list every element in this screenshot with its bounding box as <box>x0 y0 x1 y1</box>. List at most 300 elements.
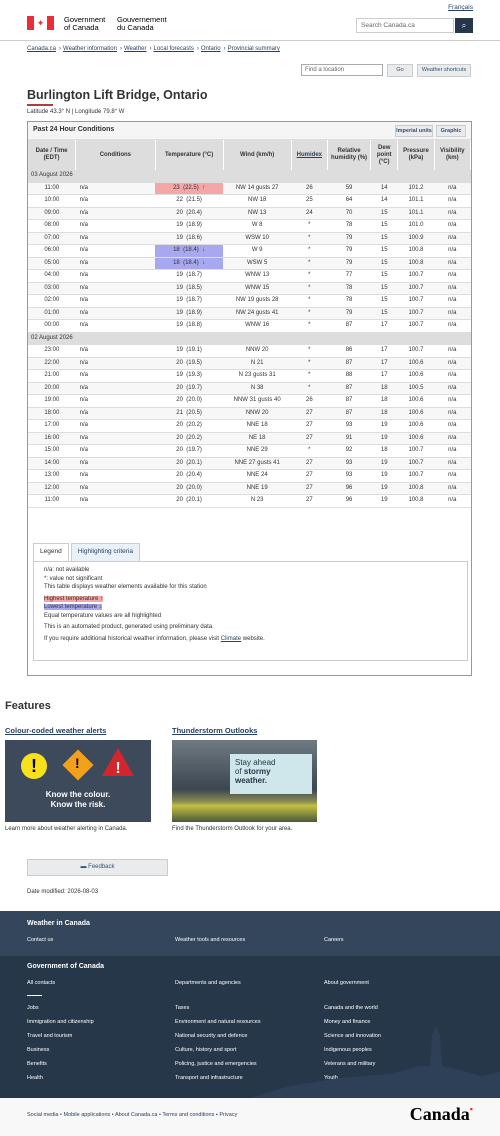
table-cell: n/a <box>76 282 155 295</box>
table-cell: n/a <box>76 195 155 208</box>
table-cell: n/a <box>76 395 155 408</box>
table-cell: 15 <box>371 257 398 270</box>
table-cell: 15 <box>371 245 398 258</box>
features-heading: Features <box>5 700 51 712</box>
gov-signature-fr[interactable]: Gouvernement du Canada <box>117 15 167 32</box>
panel-title <box>28 122 471 140</box>
table-cell: * <box>291 295 327 308</box>
arrow-down-icon: ↓ <box>198 259 206 266</box>
table-cell: 19 (19.3) <box>155 370 223 383</box>
table-cell: 00:00 <box>28 320 76 333</box>
table-cell: 14:00 <box>28 457 76 470</box>
table-cell: n/a <box>434 307 470 320</box>
table-cell: NW 18 <box>223 195 291 208</box>
legend-na: n/a: not available <box>44 567 90 573</box>
table-cell: NNE 27 gusts 41 <box>223 457 291 470</box>
table-cell: 27 <box>291 407 327 420</box>
breadcrumb-link[interactable]: Provincial summary <box>227 46 280 52</box>
table-cell: 01:00 <box>28 307 76 320</box>
table-cell: N 21 <box>223 357 291 370</box>
column-header: Wind (km/h) <box>223 140 291 170</box>
table-cell: 14 <box>371 182 398 195</box>
alert-image-text: Know the colour. Know the risk. <box>45 790 111 809</box>
table-cell: N 23 <box>223 495 291 508</box>
page-title: Burlington Lift Bridge, Ontario <box>27 88 208 102</box>
table-cell: n/a <box>76 457 155 470</box>
table-cell: 101.1 <box>398 195 434 208</box>
table-cell: * <box>291 270 327 283</box>
imperial-units-button[interactable]: Imperial units <box>395 125 433 137</box>
table-row <box>28 495 471 508</box>
date-row: 02 August 2026 <box>28 332 471 345</box>
conditions-table <box>28 140 471 508</box>
table-cell: 26 <box>291 395 327 408</box>
table-cell: * <box>291 370 327 383</box>
table-cell: 20:00 <box>28 382 76 395</box>
legend-automated: This is an automated product, generated using preliminary data. <box>44 624 214 630</box>
table-cell: WSW 10 <box>223 232 291 245</box>
table-cell: n/a <box>434 470 470 483</box>
table-cell: n/a <box>434 420 470 433</box>
feedback-button[interactable]: ▬ Feedback <box>27 859 168 876</box>
table-cell: 19 (19.1) <box>155 345 223 358</box>
table-cell: 100.7 <box>398 457 434 470</box>
weather-shortcuts-button[interactable]: Weather shortcuts <box>417 64 471 77</box>
footer-bottom-link[interactable]: Privacy <box>219 1112 238 1118</box>
table-row <box>28 220 471 233</box>
feature-alerts-image[interactable]: ! ! ! Know the colour. Know the risk. <box>5 740 151 822</box>
table-cell: 100.7 <box>398 307 434 320</box>
table-cell: 20 (20.0) <box>155 482 223 495</box>
column-header: Relative humidity (%) <box>327 140 370 170</box>
table-row <box>28 245 471 258</box>
feature-thunderstorm-link[interactable]: Thunderstorm Outlooks <box>172 726 258 735</box>
footer-bottom-link[interactable]: Mobile applications <box>63 1112 111 1118</box>
footer-link[interactable]: Travel and tourism <box>27 1033 73 1039</box>
footer-weather <box>0 911 500 956</box>
table-cell: 13:00 <box>28 470 76 483</box>
footer-careers-link[interactable]: Careers <box>324 937 344 943</box>
table-cell: 18 <box>371 445 398 458</box>
table-cell: * <box>291 257 327 270</box>
table-row <box>28 457 471 470</box>
column-header: Pressure (kPa) <box>398 140 434 170</box>
table-cell: n/a <box>76 270 155 283</box>
table-cell: 23 (22.5) ↑ <box>155 182 223 195</box>
table-cell: 19 (18.8) <box>155 320 223 333</box>
table-cell: 20 (20.2) <box>155 420 223 433</box>
table-cell: 91 <box>327 432 370 445</box>
table-cell: n/a <box>434 195 470 208</box>
table-row <box>28 432 471 445</box>
climate-link[interactable]: Climate <box>220 635 242 642</box>
table-row <box>28 357 471 370</box>
graphic-button[interactable]: Graphic <box>436 125 466 137</box>
footer-bottom-link[interactable]: About Canada.ca <box>114 1112 158 1118</box>
table-cell: 88 <box>327 370 370 383</box>
table-cell: n/a <box>434 382 470 395</box>
table-cell: 18 (18.4) ↓ <box>155 257 223 270</box>
table-cell: 100.6 <box>398 357 434 370</box>
table-cell: 27 <box>291 482 327 495</box>
legend-star: *: value not significant <box>44 575 103 582</box>
table-cell: 27 <box>291 470 327 483</box>
table-cell: 15 <box>371 220 398 233</box>
breadcrumb-link[interactable]: Weather <box>123 46 147 52</box>
table-cell: W 8 <box>223 220 291 233</box>
footer-about-link[interactable]: About government <box>324 980 369 986</box>
column-header: Visibility (km) <box>434 140 470 170</box>
footer-link[interactable]: Culture, history and sport <box>175 1047 237 1053</box>
table-cell: 26 <box>291 182 327 195</box>
table-cell: 11:00 <box>28 495 76 508</box>
chat-icon: ▬ <box>80 864 87 870</box>
table-cell: 78 <box>327 295 370 308</box>
table-cell: 100.6 <box>398 420 434 433</box>
table-cell: WNW 13 <box>223 270 291 283</box>
table-cell: 100.9 <box>398 232 434 245</box>
table-cell: 20 (19.5) <box>155 357 223 370</box>
find-location-input[interactable]: Find a location <box>301 64 383 76</box>
table-cell: 20 (20.2) <box>155 432 223 445</box>
date-modified: Date modified: 2026-08-03 <box>27 889 99 895</box>
tab-legend[interactable]: Legend <box>33 543 69 561</box>
table-cell: 24 <box>291 207 327 220</box>
table-cell: n/a <box>434 282 470 295</box>
table-row <box>28 282 471 295</box>
table-cell: n/a <box>434 370 470 383</box>
table-cell: 100.7 <box>398 470 434 483</box>
table-cell: 100.7 <box>398 345 434 358</box>
table-cell: n/a <box>434 482 470 495</box>
table-cell: 09:00 <box>28 207 76 220</box>
table-cell: 17 <box>371 320 398 333</box>
table-row <box>28 307 471 320</box>
feature-alerts-link[interactable]: Colour-coded weather alerts <box>5 726 107 735</box>
table-cell: 10:00 <box>28 195 76 208</box>
table-cell: 64 <box>327 195 370 208</box>
table-cell: 79 <box>327 245 370 258</box>
table-cell: n/a <box>76 307 155 320</box>
table-cell: 20 (20.1) <box>155 457 223 470</box>
footer-depts-link[interactable]: Departments and agencies <box>175 980 241 986</box>
table-cell: 100.6 <box>398 370 434 383</box>
table-cell: 100.7 <box>398 295 434 308</box>
table-cell: 87 <box>327 382 370 395</box>
table-cell: * <box>291 345 327 358</box>
table-cell: 93 <box>327 457 370 470</box>
svg-text:!: ! <box>115 760 121 777</box>
column-header: Temperature (°C) <box>155 140 223 170</box>
table-cell: n/a <box>434 270 470 283</box>
table-cell: 77 <box>327 270 370 283</box>
table-cell: NW 13 <box>223 207 291 220</box>
table-cell: 19 (18.5) <box>155 282 223 295</box>
table-cell: n/a <box>76 182 155 195</box>
table-cell: n/a <box>434 220 470 233</box>
table-cell: NNW 20 <box>223 407 291 420</box>
table-cell: n/a <box>434 182 470 195</box>
table-cell: 19 (18.7) <box>155 270 223 283</box>
table-cell: 02:00 <box>28 295 76 308</box>
table-cell: 96 <box>327 495 370 508</box>
red-alert-icon <box>101 746 135 778</box>
footer-tools-link[interactable]: Weather tools and resources <box>175 937 246 943</box>
table-row <box>28 395 471 408</box>
table-cell: 17 <box>371 370 398 383</box>
table-row <box>28 182 471 195</box>
canada-flag-icon: ✦ <box>27 16 54 30</box>
feature-thunderstorm-image[interactable] <box>172 740 317 822</box>
search-button[interactable] <box>455 18 473 33</box>
table-cell: NW 24 gusts 41 <box>223 307 291 320</box>
table-cell: n/a <box>76 470 155 483</box>
breadcrumb <box>27 46 283 52</box>
table-cell: 22 (21.5) <box>155 195 223 208</box>
column-header[interactable]: Humidex <box>291 140 327 170</box>
header-divider <box>0 40 500 41</box>
table-cell: * <box>291 232 327 245</box>
table-cell: 27 <box>291 495 327 508</box>
table-cell: n/a <box>76 495 155 508</box>
legend-note: This table displays weather elements available for this station <box>44 584 207 590</box>
table-cell: 87 <box>327 395 370 408</box>
table-cell: N 23 gusts 31 <box>223 370 291 383</box>
footer-gov-title: Government of Canada <box>27 963 105 970</box>
table-cell: 78 <box>327 220 370 233</box>
table-row <box>28 270 471 283</box>
chevron-right-icon: › <box>196 46 199 52</box>
table-cell: n/a <box>76 445 155 458</box>
table-cell: 100.8 <box>398 482 434 495</box>
table-cell: NNW 20 <box>223 345 291 358</box>
footer-bottom-links <box>27 1112 237 1118</box>
table-cell: * <box>291 445 327 458</box>
table-cell: 18 (18.4) ↓ <box>155 245 223 258</box>
column-header: Date / Time (EDT) <box>28 140 76 170</box>
footer-link[interactable]: Benefits <box>27 1061 47 1067</box>
footer-all-contacts-link[interactable]: All contacts <box>27 980 56 986</box>
table-cell: 18 <box>371 382 398 395</box>
canada-wordmark: Canada▪ <box>409 1104 473 1124</box>
table-cell: 19 <box>371 495 398 508</box>
table-cell: n/a <box>76 357 155 370</box>
footer-weather-title: Weather in Canada <box>27 920 90 927</box>
table-row <box>28 420 471 433</box>
search-icon: ⌕ <box>461 21 467 30</box>
table-cell: NNE 19 <box>223 482 291 495</box>
table-cell: n/a <box>76 345 155 358</box>
table-cell: NNE 29 <box>223 445 291 458</box>
table-cell: 19 <box>371 457 398 470</box>
table-cell: 16:00 <box>28 432 76 445</box>
table-cell: WNW 15 <box>223 282 291 295</box>
table-cell: NW 14 gusts 27 <box>223 182 291 195</box>
table-cell: 15:00 <box>28 445 76 458</box>
table-cell: 100.7 <box>398 320 434 333</box>
table-cell: 11:00 <box>28 182 76 195</box>
tab-highlighting-criteria[interactable]: Highlighting criteria <box>71 543 140 561</box>
table-cell: 20 (20.1) <box>155 495 223 508</box>
footer-link[interactable]: Immigration and citizenship <box>27 1019 94 1025</box>
table-cell: n/a <box>76 245 155 258</box>
chevron-right-icon: › <box>223 46 226 52</box>
table-cell: n/a <box>434 407 470 420</box>
footer-link[interactable]: Environment and natural resources <box>175 1019 261 1025</box>
legend-box <box>33 561 468 661</box>
table-cell: n/a <box>76 370 155 383</box>
feature-alerts-caption: Learn more about weather alerting in Canada. <box>5 826 128 832</box>
breadcrumb-link[interactable]: Local forecasts <box>153 46 194 52</box>
table-cell: 15 <box>371 307 398 320</box>
table-cell: * <box>291 320 327 333</box>
table-cell: W 9 <box>223 245 291 258</box>
bullet-icon: • <box>214 1112 220 1118</box>
table-row <box>28 195 471 208</box>
table-cell: n/a <box>76 257 155 270</box>
table-cell: 87 <box>327 320 370 333</box>
table-cell: 100.5 <box>398 382 434 395</box>
table-cell: 18:00 <box>28 407 76 420</box>
table-cell: 101.1 <box>398 207 434 220</box>
date-row: 03 August 2026 <box>28 170 471 182</box>
table-cell: n/a <box>76 295 155 308</box>
table-cell: 15 <box>371 270 398 283</box>
bullet-icon: • <box>58 1112 64 1118</box>
go-button[interactable]: Go <box>387 64 413 77</box>
table-cell: * <box>291 245 327 258</box>
footer-link[interactable]: Jobs <box>27 1005 39 1011</box>
table-cell: 20 (20.4) <box>155 207 223 220</box>
footer-link[interactable]: Taxes <box>175 1005 190 1011</box>
table-cell: 19 (18.9) <box>155 307 223 320</box>
table-cell: * <box>291 357 327 370</box>
table-cell: 15 <box>371 282 398 295</box>
bullet-icon: • <box>110 1112 115 1118</box>
table-cell: 100.7 <box>398 282 434 295</box>
table-cell: n/a <box>434 320 470 333</box>
footer-bottom-link[interactable]: Terms and conditions <box>162 1112 215 1118</box>
table-cell: n/a <box>434 445 470 458</box>
footer-link[interactable]: Veterans and military <box>324 1061 376 1067</box>
conditions-panel <box>27 121 472 676</box>
table-cell: n/a <box>434 495 470 508</box>
table-cell: n/a <box>434 295 470 308</box>
footer-link[interactable]: Health <box>27 1075 43 1081</box>
table-row <box>28 257 471 270</box>
footer-link[interactable]: Indigenous peoples <box>324 1047 372 1053</box>
table-cell: * <box>291 382 327 395</box>
yellow-alert-icon: ! <box>21 753 47 779</box>
table-cell: 59 <box>327 182 370 195</box>
footer-link[interactable]: Science and innovation <box>324 1033 381 1039</box>
gov-signature-en[interactable]: Government of Canada <box>64 15 106 32</box>
table-row <box>28 207 471 220</box>
table-cell: 19 (18.6) <box>155 232 223 245</box>
table-cell: 03:00 <box>28 282 76 295</box>
table-cell: 27 <box>291 457 327 470</box>
chevron-right-icon: › <box>119 46 122 52</box>
column-header: Conditions <box>76 140 155 170</box>
table-cell: n/a <box>76 232 155 245</box>
footer-link[interactable]: National security and defence <box>175 1033 248 1039</box>
table-cell: 19 <box>371 420 398 433</box>
footer-bottom-link[interactable]: Social media <box>27 1112 59 1118</box>
table-cell: 15 <box>371 232 398 245</box>
table-cell: NE 18 <box>223 432 291 445</box>
table-cell: 15 <box>371 207 398 220</box>
table-cell: n/a <box>434 257 470 270</box>
breadcrumb-link[interactable]: Ontario <box>200 46 221 52</box>
table-cell: n/a <box>76 382 155 395</box>
footer-contact-link[interactable]: Contact us <box>27 937 54 943</box>
footer-link[interactable]: Business <box>27 1047 50 1053</box>
table-row <box>28 482 471 495</box>
table-cell: NNE 24 <box>223 470 291 483</box>
legend-climate: If you require additional historical weather information, please visit Climate website. <box>44 635 265 642</box>
table-cell: n/a <box>76 482 155 495</box>
breadcrumb-link[interactable]: Weather information <box>63 46 117 52</box>
table-cell: 27 <box>291 432 327 445</box>
feature-thunderstorm-caption: Find the Thunderstorm Outlook for your area. <box>172 826 293 832</box>
table-cell: 20 (20.0) <box>155 395 223 408</box>
table-row <box>28 470 471 483</box>
table-cell: 21:00 <box>28 370 76 383</box>
footer-link[interactable]: Canada and the world <box>324 1005 378 1011</box>
table-cell: 86 <box>327 345 370 358</box>
language-toggle-link[interactable]: Français <box>448 4 473 11</box>
legend-equal: Equal temperature values are all highlighted <box>44 612 162 619</box>
table-cell: 93 <box>327 420 370 433</box>
flag-icon: ▪ <box>469 1104 473 1114</box>
table-cell: n/a <box>434 395 470 408</box>
table-cell: n/a <box>434 345 470 358</box>
table-cell: 07:00 <box>28 232 76 245</box>
footer-link[interactable]: Transport and infrastructure <box>175 1075 243 1081</box>
table-cell: n/a <box>434 432 470 445</box>
title-underline <box>27 104 53 106</box>
footer-link[interactable]: Money and finance <box>324 1019 371 1025</box>
search-input[interactable]: Search Canada.ca <box>356 18 454 33</box>
table-cell: * <box>291 282 327 295</box>
table-cell: 19 (18.9) <box>155 220 223 233</box>
legend-section <box>33 543 468 668</box>
breadcrumb-link[interactable]: Canada.ca <box>27 46 57 52</box>
parliament-silhouette <box>250 1026 500 1098</box>
arrow-up-icon: ↑ <box>198 184 206 191</box>
table-row <box>28 232 471 245</box>
table-cell: 100.7 <box>398 270 434 283</box>
table-cell: 22:00 <box>28 357 76 370</box>
table-row <box>28 370 471 383</box>
table-cell: 19:00 <box>28 395 76 408</box>
lat-lon: Latitude 43.3° N | Longitude 79.8° W <box>27 109 125 115</box>
thunderstorm-image-text: Stay ahead of stormy weather. <box>230 754 312 794</box>
table-cell: 101.2 <box>398 182 434 195</box>
footer-divider <box>27 995 42 996</box>
footer-link[interactable]: Policing, justice and emergencies <box>175 1061 257 1067</box>
column-header: Dew point (°C) <box>371 140 398 170</box>
footer-link[interactable]: Youth <box>324 1075 338 1081</box>
table-cell: NW 19 gusts 28 <box>223 295 291 308</box>
table-cell: 79 <box>327 232 370 245</box>
panel-title-text: Past 24 Hour Conditions <box>33 126 115 133</box>
table-cell: * <box>291 220 327 233</box>
table-cell: 20 (20.4) <box>155 470 223 483</box>
table-cell: n/a <box>76 420 155 433</box>
table-cell: 100.7 <box>398 445 434 458</box>
table-cell: WNW 16 <box>223 320 291 333</box>
